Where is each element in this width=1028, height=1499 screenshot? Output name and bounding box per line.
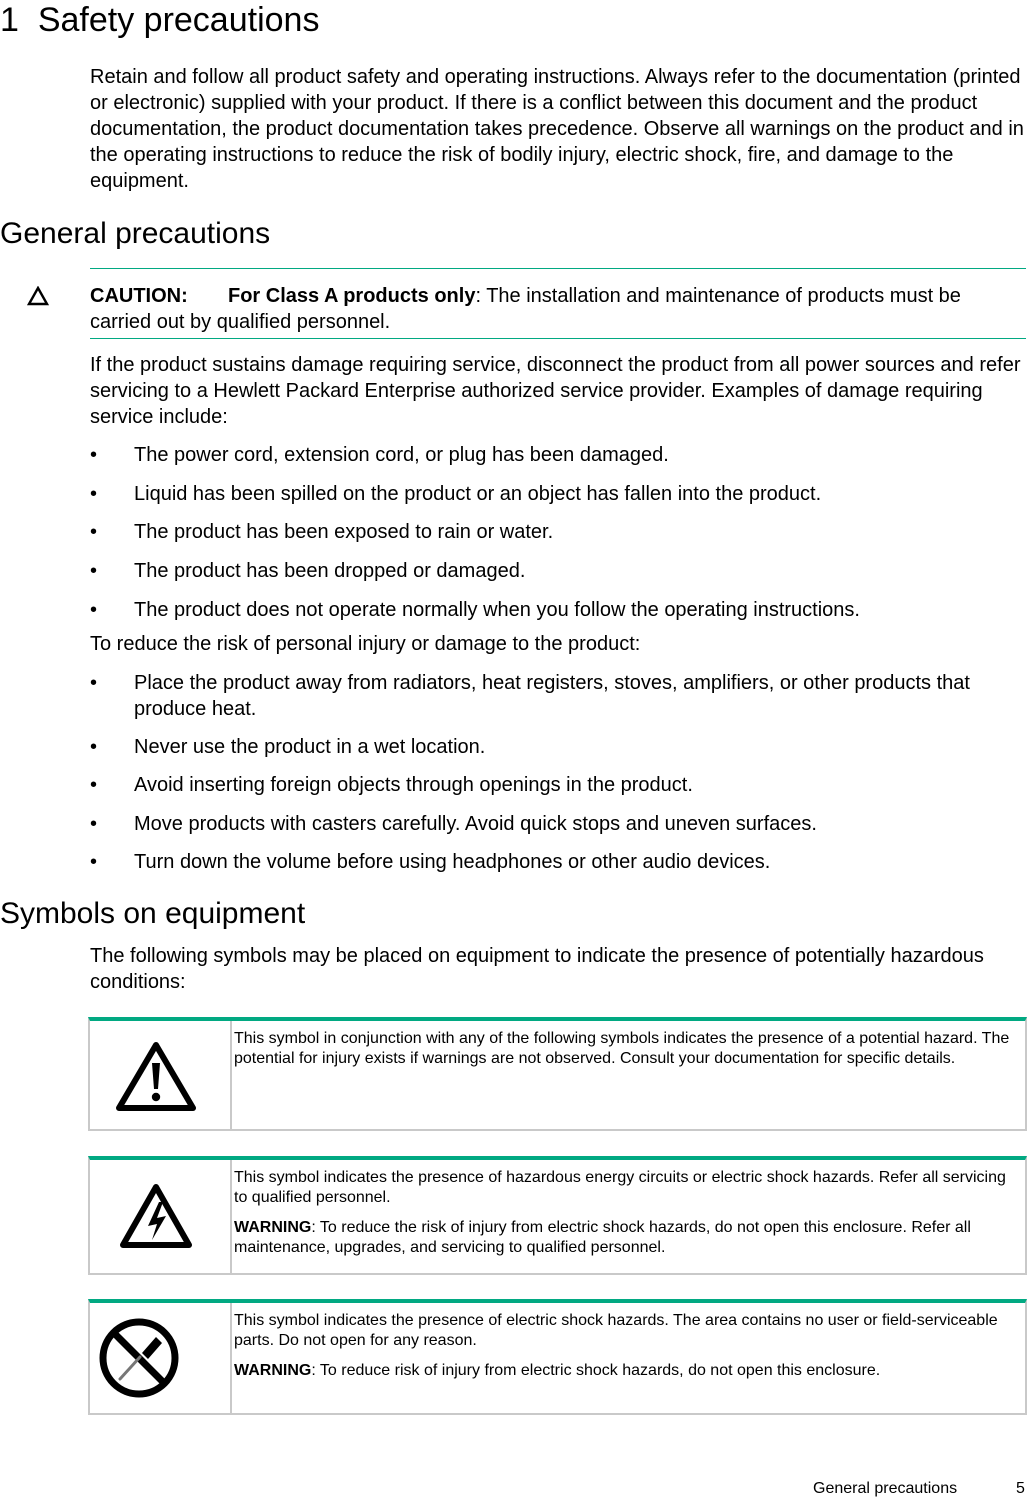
bullet-marker: •: [90, 736, 98, 758]
bullet-marker: •: [90, 851, 98, 873]
symbol-table-row-no-user-parts: [88, 1299, 1027, 1415]
symbol-description: [234, 1029, 1019, 1079]
general-precautions-heading: General precautions: [0, 217, 271, 250]
bullet-marker: •: [90, 774, 98, 796]
symbol-warning: [234, 1361, 1019, 1381]
list-item-text: The product has been dropped or damaged.: [134, 560, 526, 582]
symbol-description-text: This symbol indicates the presence of electric shock hazards. The area contains no user or field-serviceable parts. Do not open for any reason.: [234, 1312, 998, 1349]
intro-paragraph: Retain and follow all product safety and operating instructions. Always refer to the documentation (printed or electronic) supplied with your product. If there is a conflict between this document and the product documentation, the product documentation takes precedence. Observe all warnings on the product and in the operating instructions to reduce the risk of bodily injury, electric shock, fire, and damage to the equipment.: [90, 66, 1024, 192]
list-item-text: The product does not operate normally when you follow the operating instructions.: [134, 599, 860, 621]
list-item-text: Never use the product in a wet location.: [134, 736, 486, 758]
caution-bottom-rule: [90, 338, 1026, 339]
symbol-icon-cell: [90, 1160, 232, 1273]
bullet-marker: •: [90, 599, 98, 621]
bullet-marker: •: [90, 483, 98, 505]
symbol-description: [234, 1168, 1019, 1268]
caution-note: [90, 283, 1026, 335]
warning-label: WARNING: [234, 1362, 312, 1379]
caution-text: : The installation and maintenance of products must be carried out by qualified personnel.: [90, 285, 961, 333]
symbol-description-text: This symbol indicates the presence of hazardous energy circuits or electric shock hazards. Refer all servicing to qualified personnel.: [234, 1169, 1006, 1206]
warning-triangle-icon: [114, 1039, 198, 1113]
footer-section-title: General precautions: [813, 1480, 958, 1497]
symbols-heading: Symbols on equipment: [0, 897, 306, 930]
chapter-number: 1: [0, 1, 19, 39]
list-item-text: The product has been exposed to rain or water.: [134, 521, 554, 543]
bullet-marker: •: [90, 813, 98, 835]
chapter-title-text: Safety precautions: [37, 1, 320, 39]
symbol-icon-cell: [90, 1021, 232, 1129]
warning-text: : To reduce the risk of injury from electric shock hazards, do not open this enclosure. Refer all maintenance, upgrades, and servicing to qualified personnel.: [234, 1219, 971, 1256]
bullet-marker: •: [90, 672, 98, 694]
caution-label: CAUTION:: [90, 285, 188, 307]
bullet-marker: •: [90, 444, 98, 466]
list-item-text: Move products with casters carefully. Avoid quick stops and uneven surfaces.: [134, 813, 817, 835]
symbol-description: [234, 1311, 1019, 1391]
list-item-text: Place the product away from radiators, heat registers, stoves, amplifiers, or other products that produce heat.: [134, 672, 970, 720]
warning-text: : To reduce risk of injury from electric shock hazards, do not open this enclosure.: [311, 1362, 881, 1379]
caution-bold-text: For Class A products only: [228, 285, 476, 307]
list-item-text: Avoid inserting foreign objects through openings in the product.: [134, 774, 693, 796]
chapter-title: [0, 0, 319, 40]
no-tools-icon: [98, 1317, 180, 1399]
warning-label: WARNING: [234, 1219, 312, 1236]
symbols-intro-paragraph: The following symbols may be placed on equipment to indicate the presence of potentially hazardous conditions:: [90, 945, 984, 993]
list-item-text: The power cord, extension cord, or plug has been damaged.: [134, 444, 669, 466]
symbol-table-row-warning: [88, 1017, 1027, 1131]
symbol-table-row-electric-shock: [88, 1156, 1027, 1275]
symbol-warning: [234, 1218, 1019, 1258]
bullet-marker: •: [90, 560, 98, 582]
caution-top-rule: [90, 268, 1026, 269]
damage-intro-paragraph: If the product sustains damage requiring service, disconnect the product from all power sources and refer servicing to a Hewlett Packard Enterprise authorized service provider. Examples of damage requiring service include:: [90, 354, 1021, 428]
symbol-description-text: This symbol in conjunction with any of the following symbols indicates the presence of a potential hazard. The potential for injury exists if warnings are not observed. Consult your documentation for specific details.: [234, 1030, 1010, 1067]
list-item-text: Liquid has been spilled on the product or an object has fallen into the product.: [134, 483, 822, 505]
page-number: 5: [1016, 1480, 1025, 1497]
symbol-icon-cell: [90, 1303, 232, 1413]
bullet-marker: •: [90, 521, 98, 543]
risk-intro-paragraph: To reduce the risk of personal injury or damage to the product:: [90, 633, 641, 655]
electric-shock-triangle-icon: [118, 1182, 194, 1250]
caution-icon: [27, 286, 49, 306]
list-item-text: Turn down the volume before using headphones or other audio devices.: [134, 851, 771, 873]
